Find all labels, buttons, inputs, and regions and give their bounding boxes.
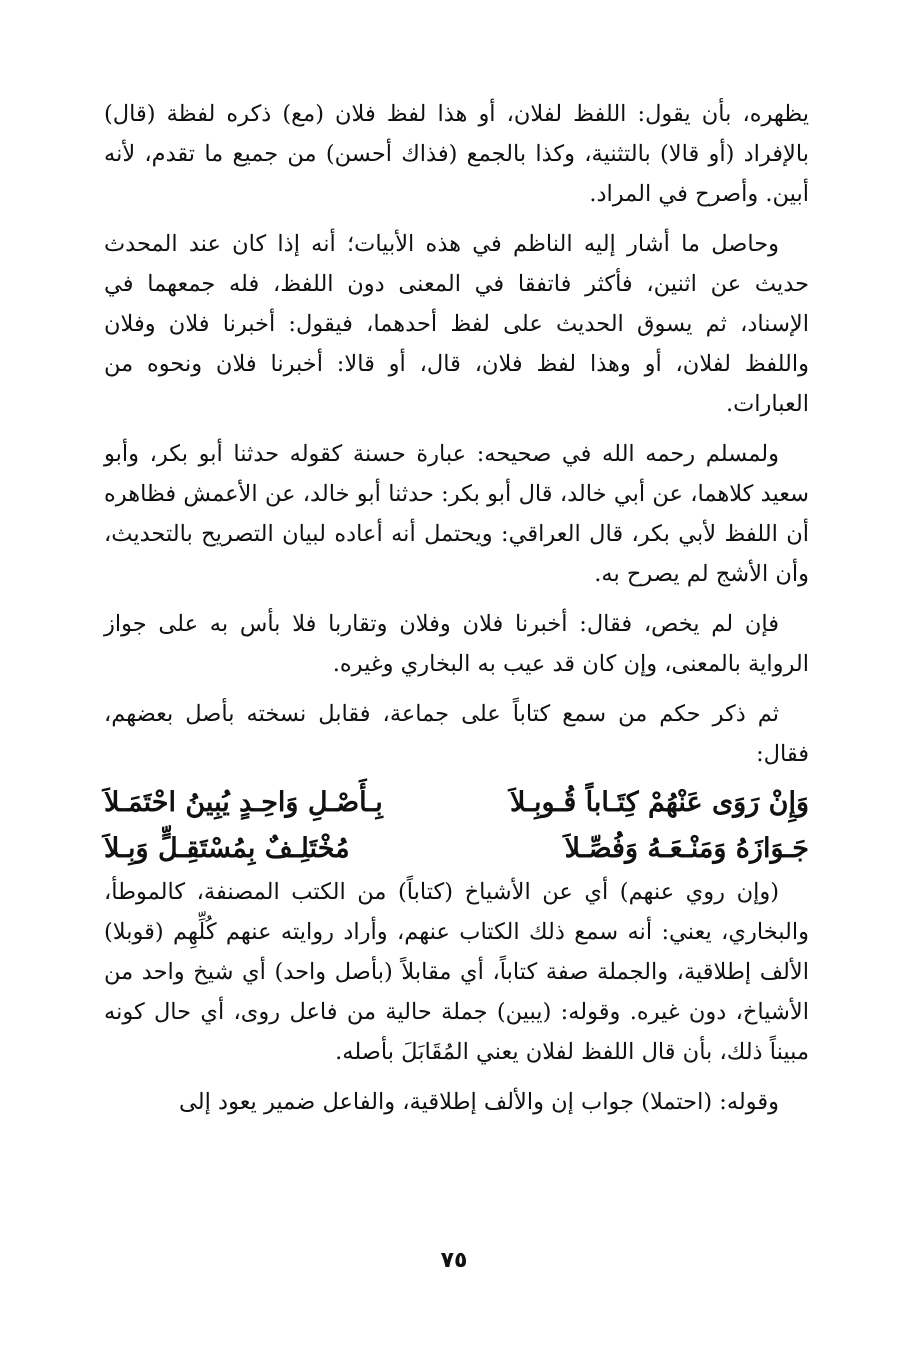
verse-1-second-hemistich: بِـأَصْـلِ وَاحِـدٍ يُبِينُ احْتَمَـلاَ <box>104 787 383 818</box>
page-number: ٧٥ <box>440 1248 468 1273</box>
verse-1-first-hemistich: وَإِنْ رَوَى عَنْهُمْ كِتَـاباً قُـوبِـلاَ <box>509 787 809 818</box>
commentary-continuation: وقوله: (احتملا) جواب إن والألف إطلاقية، والفاعل ضمير يعود إلى <box>179 1089 779 1115</box>
page-body <box>104 94 809 1132</box>
verse-line-1 <box>104 784 809 822</box>
verse-line-2 <box>104 830 809 868</box>
paragraph-summary: وحاصل ما أشار إليه الناظم في هذه الأبيات؛ أنه إذا كان عند المحدث حديث عن اثنين، فأكثر فاتفقا في المعنى دون اللفظ، فله جمعهما في الإسناد، ثم يسوق الحديث على لفظ أحدهما، فيقول: أخبرنا فلان وفلان واللفظ لفلان، أو وهذا لفظ فلان، قال، أو قالا: أخبرنا فلان ونحوه من العبارات. <box>104 231 809 417</box>
paragraph-no-specify: فإن لم يخص، فقال: أخبرنا فلان وفلان وتقاربا فلا بأس به على جواز الرواية بالمعنى، وإن كان قد عيب به البخاري وغيره. <box>104 611 809 677</box>
verse-2-second-hemistich: مُخْتَلِـفٌ بِمُسْتَقِـلٍّ وَبِـلاَ <box>104 833 350 864</box>
paragraph-muslim: ولمسلم رحمه الله في صحيحه: عبارة حسنة كقوله حدثنا أبو بكر، وأبو سعيد كلاهما، عن أبي خالد، قال أبو بكر: حدثنا أبو خالد، عن الأعمش فظاهره أن اللفظ لأبي بكر، قال العراقي: ويحتمل أنه أعاده لبيان التصريح بالتحديث، وأن الأشج لم يصرح به. <box>104 441 809 587</box>
commentary-paragraph: (وإن روي عنهم) أي عن الأشياخ (كتاباً) من الكتب المصنفة، كالموطأ، والبخاري، يعني: أنه سمع ذلك الكتاب عنهم، وأراد روايته عنهم كُلِّهِم (قوبلا) الألف إطلاقية، والجملة صفة كتاباً، أي مقابلاً (بأصل واحد) أي شيخ واحد من الأشياخ، دون غيره. وقوله: (يبين) جملة حالية من فاعل روى، أي حال كونه مبيناً ذلك، بأن قال اللفظ لفلان يعني المُقَابَلَ بأصله. <box>104 879 809 1065</box>
paragraph-intro: يظهره، بأن يقول: اللفظ لفلان، أو هذا لفظ فلان (مع) ذكره لفظة (قال) بالإفراد (أو قالا) بالتثنية، وكذا بالجمع (فذاك أحسن) من جميع ما تقدم، لأنه أبين. وأصرح في المراد. <box>104 101 809 207</box>
paragraph-transition: ثم ذكر حكم من سمع كتاباً على جماعة، فقابل نسخته بأصل بعضهم، فقال: <box>104 701 809 767</box>
verse-2-first-hemistich: جَـوَازَهُ وَمَنْـعَـهُ وَفُصِّـلاَ <box>564 833 809 864</box>
